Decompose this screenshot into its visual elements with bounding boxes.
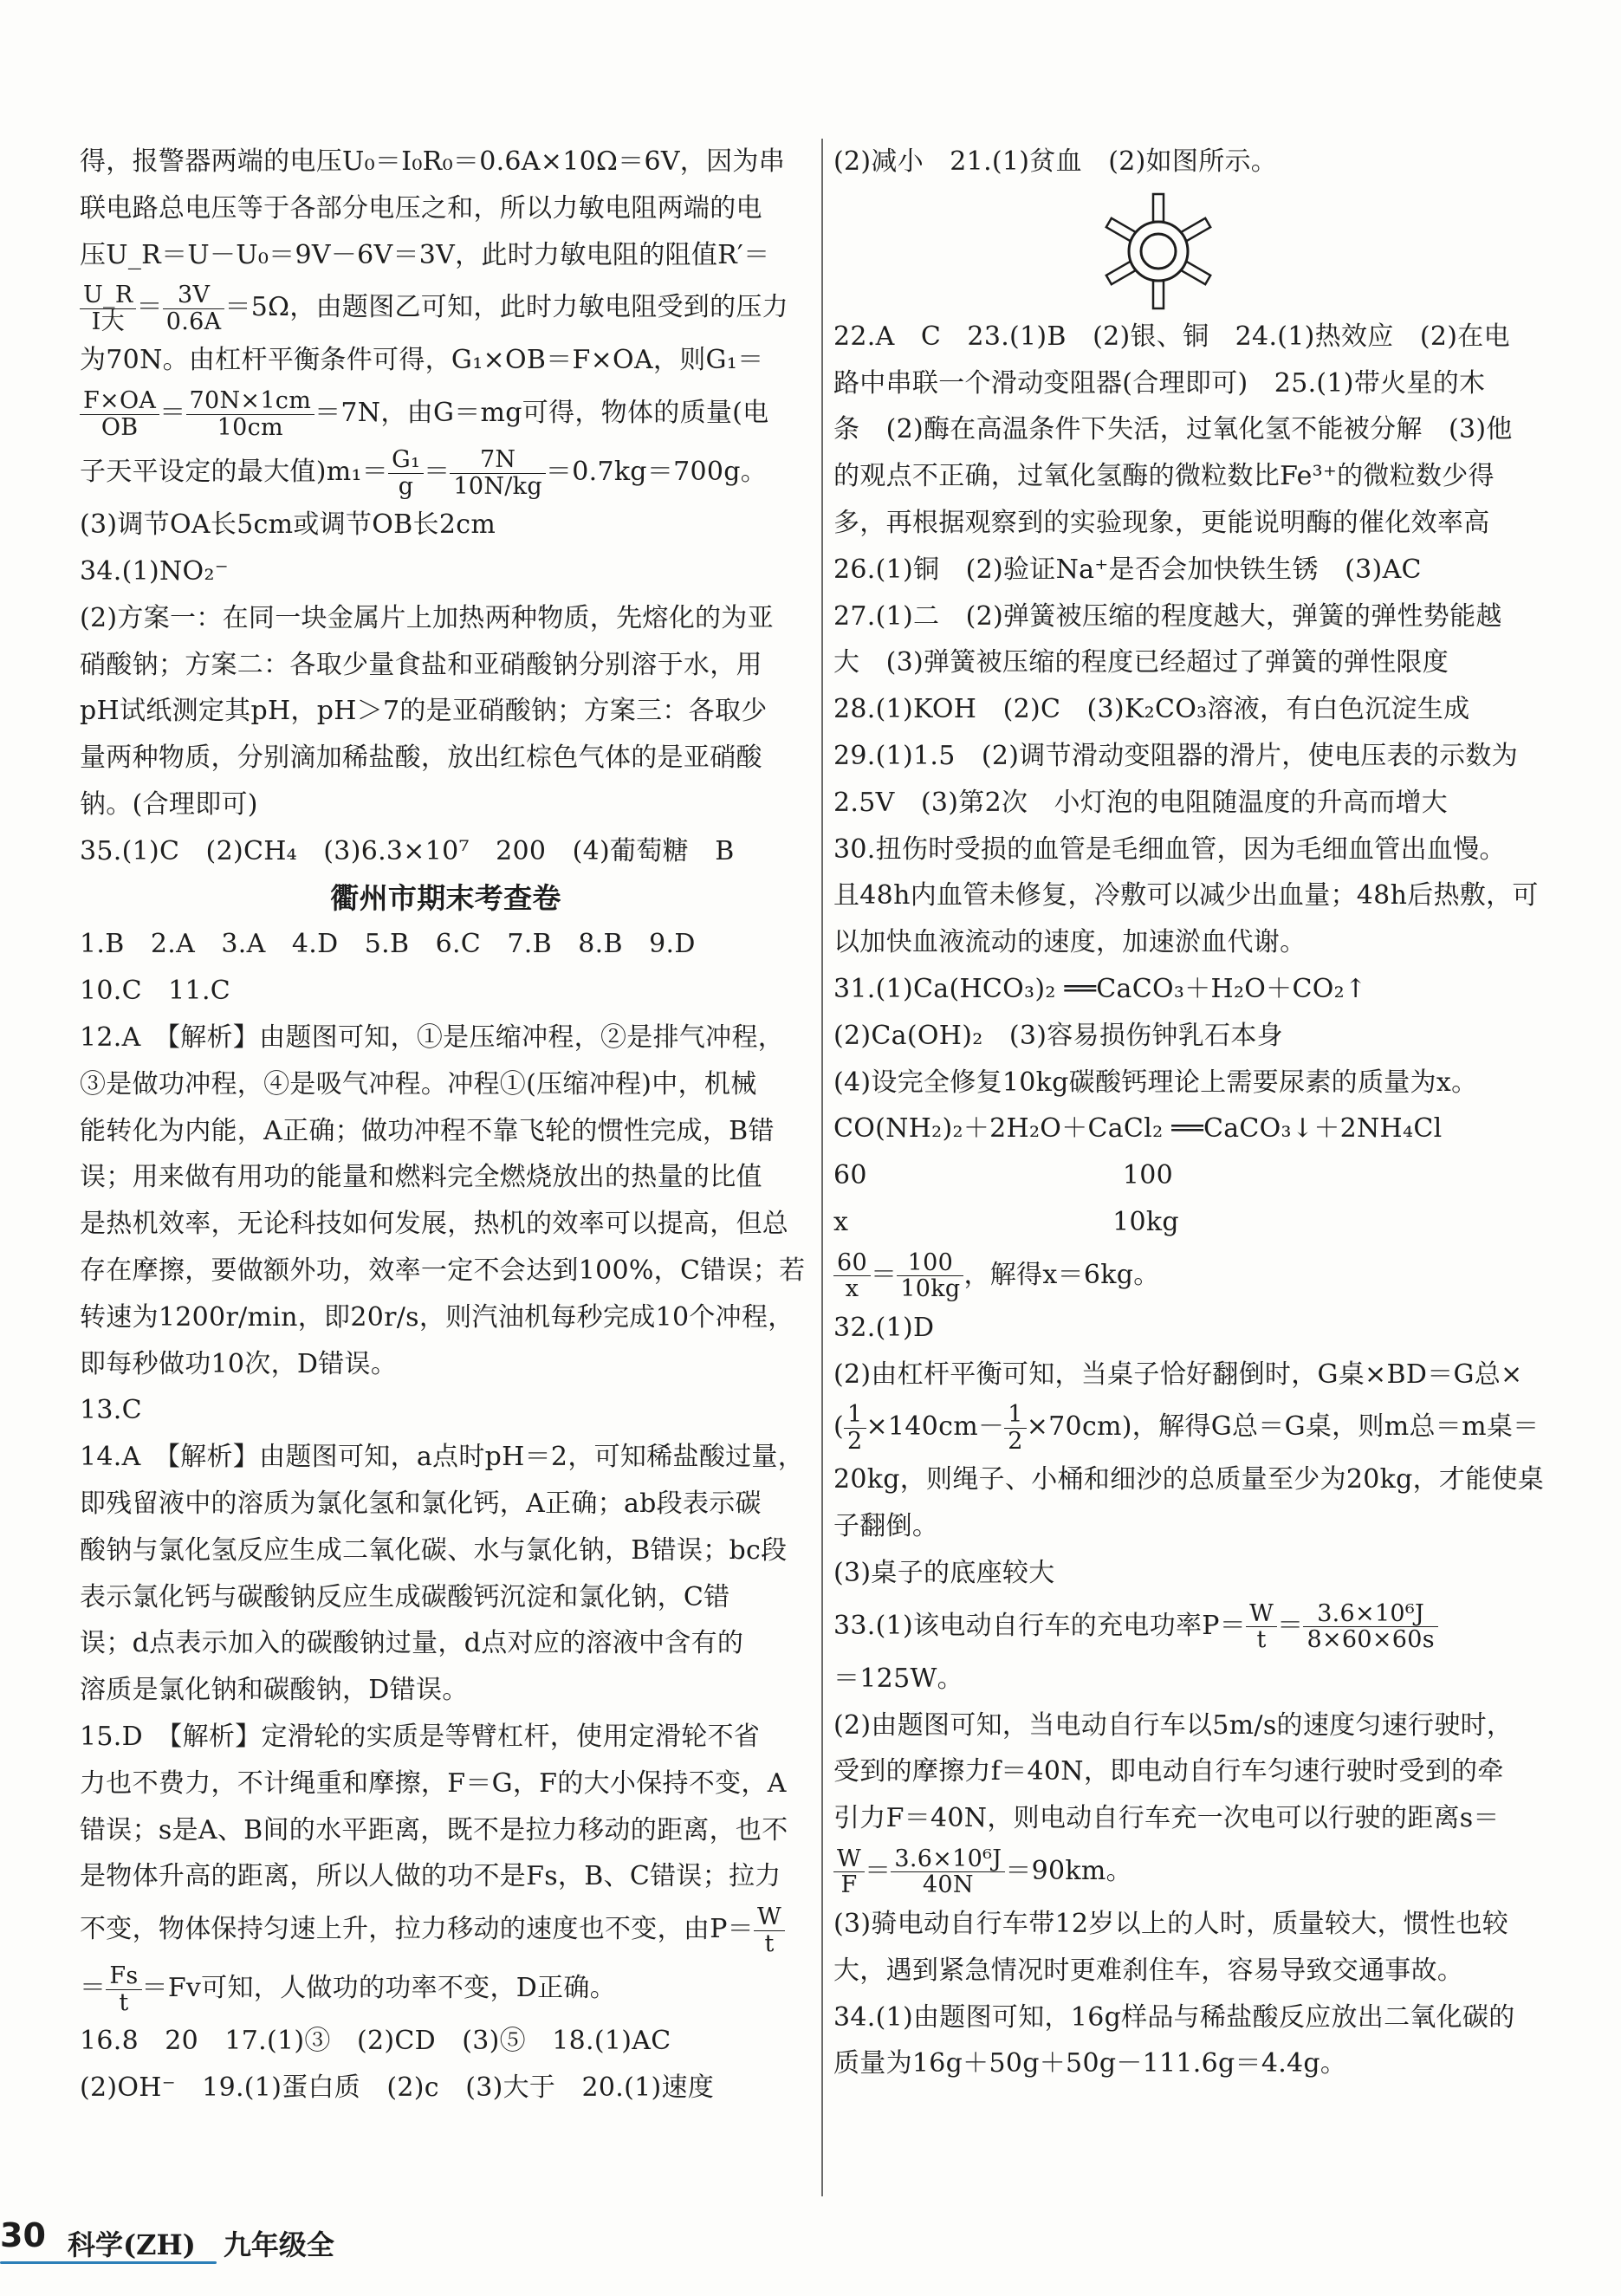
- text-line: 13.C: [80, 1395, 142, 1426]
- formula-line: [80, 1900, 812, 1959]
- formula-text: ×70cm)，解得G总＝G桌，则m总＝m桌＝: [1026, 1411, 1540, 1443]
- fraction-numerator: W: [754, 1904, 785, 1931]
- text-line: 1.B 2.A 3.A 4.D 5.B 6.C 7.B 8.B 9.D: [80, 929, 696, 960]
- formula-text: ＝5Ω，由题图乙可知，此时力敏电阻受到的压力: [224, 292, 788, 323]
- fraction-denominator: F: [840, 1871, 858, 1899]
- text-line: x 10kg: [833, 1206, 1179, 1237]
- formula-text: ＝90km。: [1005, 1855, 1132, 1886]
- fraction-numerator: 7N: [450, 447, 546, 474]
- text-line: 且48h内血管未修复，冷敷可以减少出血量；48h后热敷，可: [833, 880, 1539, 911]
- text-line: 60 100: [833, 1160, 1174, 1191]
- text-line: 误；d点表示加入的碳酸钠过量，d点对应的溶液中含有的: [80, 1628, 744, 1659]
- text-line: 大，遇到紧急情况时更难刹住车，容易导致交通事故。: [833, 1955, 1464, 1986]
- formula-line: [833, 1246, 1548, 1305]
- formula-text: ＝0.7kg＝700g。: [545, 457, 768, 488]
- fraction-denominator: t: [1256, 1626, 1267, 1654]
- text-line: (2)方案一：在同一块金属片上加热两种物质，先熔化的为亚: [80, 602, 774, 633]
- text-line: 能转化为内能，A正确；做功冲程不靠飞轮的惯性完成，B错: [80, 1115, 775, 1146]
- page-number: 30: [0, 2216, 46, 2254]
- left-column: [80, 139, 812, 2111]
- formula-text: ＝7N，由G＝mg可得，物体的质量(电: [314, 398, 769, 429]
- text-line: 多，再根据观察到的实验现象，更能说明酶的催化效率高: [833, 507, 1490, 538]
- text-line: 存在摩擦，要做额外功，效率一定不会达到100%，C错误；若: [80, 1255, 806, 1286]
- fraction: [388, 447, 424, 499]
- text-line: ＝125W。: [833, 1663, 963, 1694]
- diagram-spoke: [1153, 281, 1164, 308]
- formula-text: ×140cm－: [866, 1411, 1005, 1443]
- text-line: 大 (3)弹簧被压缩的程度已经超过了弹簧的弹性限度: [833, 647, 1449, 678]
- answer-diagram-icon: [1093, 191, 1223, 312]
- text-line: 子翻倒。: [833, 1511, 939, 1542]
- formula-text: ，解得x＝6kg。: [963, 1259, 1160, 1290]
- fraction: [1303, 1601, 1437, 1653]
- text-line: 引力F＝40N，则电动自行车充一次电可以行驶的距离s＝: [833, 1803, 1500, 1834]
- fraction: [106, 1963, 141, 2015]
- fraction: [1004, 1402, 1026, 1454]
- fraction: [450, 447, 546, 499]
- text-line: CO(NH₂)₂＋2H₂O＋CaCl₂ ══CaCO₃↓＋2NH₄Cl: [833, 1113, 1443, 1145]
- text-line: 钠。(合理即可): [80, 788, 258, 820]
- fraction-denominator: 10kg: [900, 1275, 961, 1303]
- fraction: [833, 1250, 871, 1302]
- text-line: ③是做功冲程，④是吸气冲程。冲程①(压缩冲程)中，机械: [80, 1068, 757, 1099]
- formula-text: ＝: [424, 457, 451, 488]
- fraction: [891, 1846, 1005, 1898]
- fraction: [80, 388, 159, 440]
- text-line: 受到的摩擦力f＝40N，即电动自行车匀速行驶时受到的牵: [833, 1756, 1504, 1787]
- text-line: 15.D 【解析】定滑轮的实质是等臂杠杆，使用定滑轮不省: [80, 1721, 761, 1752]
- text-line: 条 (2)酶在高温条件下失活，过氧化氢不能被分解 (3)他: [833, 414, 1513, 445]
- fraction: [1246, 1601, 1277, 1653]
- fraction-numerator: 1: [844, 1402, 866, 1429]
- formula-text: 子天平设定的最大值)m₁＝: [80, 457, 389, 488]
- fraction-numerator: 1: [1004, 1402, 1026, 1429]
- formula-text: ＝: [865, 1855, 892, 1886]
- text-line: 即每秒做功10次，D错误。: [80, 1348, 398, 1379]
- fraction-denominator: 8×60×60s: [1307, 1626, 1435, 1654]
- fraction-denominator: 10cm: [217, 413, 283, 441]
- fraction: [80, 282, 136, 334]
- text-line: 得，报警器两端的电压U₀＝I₀R₀＝0.6A×10Ω＝6V，因为串: [80, 146, 786, 177]
- text-line: 35.(1)C (2)CH₄ (3)6.3×10⁷ 200 (4)葡萄糖 B: [80, 835, 735, 866]
- fraction-denominator: t: [764, 1930, 775, 1957]
- text-line: 为70N。由杠杆平衡条件可得，G₁×OB＝F×OA，则G₁＝: [80, 345, 764, 376]
- formula-text: ＝: [80, 1973, 107, 2004]
- text-line: 32.(1)D: [833, 1312, 935, 1343]
- text-line: 的观点不正确，过氧化氢酶的微粒数比Fe³⁺的微粒数少得: [833, 461, 1495, 492]
- text-line: 表示氯化钙与碳酸钠反应生成碳酸钙沉淀和氯化钠，C错: [80, 1581, 730, 1612]
- formula-text: 不变，物体保持匀速上升，拉力移动的速度也不变，由P＝: [80, 1914, 754, 1945]
- fraction-numerator: 70N×1cm: [186, 388, 315, 415]
- text-line: 16.8 20 17.(1)③ (2)CD (3)⑤ 18.(1)AC: [80, 2026, 671, 2057]
- formula-text: ＝: [136, 292, 163, 323]
- text-line: 22.A C 23.(1)B (2)银、铜 24.(1)热效应 (2)在电: [833, 321, 1510, 352]
- formula-line: [80, 1959, 812, 2018]
- text-line: 联电路总电压等于各部分电压之和，所以力敏电阻两端的电: [80, 192, 762, 224]
- fraction-numerator: Fs: [106, 1963, 141, 1990]
- fraction-denominator: 0.6A: [165, 308, 222, 335]
- text-line: 误；用来做有用功的能量和燃料完全燃烧放出的热量的比值: [80, 1162, 762, 1193]
- text-line: 即残留液中的溶质为氯化氢和氯化钙，A正确；ab段表示碳: [80, 1488, 762, 1519]
- fraction-numerator: 3V: [163, 282, 225, 309]
- fraction: [754, 1904, 785, 1956]
- text-line: (3)调节OA长5cm或调节OB长2cm: [80, 509, 496, 541]
- formula-text: (: [833, 1411, 845, 1443]
- diagram-ring: [1141, 234, 1176, 269]
- formula-line: [80, 443, 812, 502]
- text-line: 10.C 11.C: [80, 976, 231, 1007]
- fraction-denominator: I大: [91, 308, 125, 335]
- formula-line: [80, 278, 812, 337]
- text-line: 27.(1)二 (2)弹簧被压缩的程度越大，弹簧的弹性势能越: [833, 600, 1502, 632]
- text-line: 溶质是氯化钠和碳酸钠，D错误。: [80, 1675, 469, 1706]
- formula-line: [833, 1398, 1548, 1456]
- fraction: [833, 1846, 865, 1898]
- section-heading: 衢州市期末考查卷: [330, 880, 561, 915]
- text-line: 30.扭伤时受损的血管是毛细血管，因为毛细血管出血慢。: [833, 833, 1506, 865]
- text-line: 29.(1)1.5 (2)调节滑动变阻器的滑片，使电压表的示数为: [833, 740, 1519, 771]
- text-line: 是物体升高的距离，所以人做的功不是Fs，B、C错误；拉力: [80, 1861, 781, 1892]
- formula-line: [80, 384, 812, 443]
- fraction-denominator: 2: [847, 1427, 863, 1455]
- formula-text: ＝: [159, 398, 186, 429]
- text-line: 错误；s是A、B间的水平距离，既不是拉力移动的距离，也不: [80, 1814, 788, 1845]
- text-line: 力也不费力，不计绳重和摩擦，F＝G，F的大小保持不变，A: [80, 1767, 787, 1799]
- book-title: 科学(ZH) 九年级全: [68, 2228, 334, 2261]
- fraction-numerator: W: [833, 1846, 865, 1873]
- column-divider: [821, 139, 823, 2196]
- text-line: 20kg，则绳子、小桶和细沙的总质量至少为20kg，才能使桌: [833, 1464, 1545, 1495]
- fraction-numerator: 3.6×10⁶J: [891, 1846, 1005, 1873]
- text-line: (2)由题图可知，当电动自行车以5m/s的速度匀速行驶时，: [833, 1709, 1514, 1741]
- text-line: (4)设完全修复10kg碳酸钙理论上需要尿素的质量为x。: [833, 1067, 1478, 1098]
- text-line: 14.A 【解析】由题图可知，a点时pH＝2，可知稀盐酸过量，: [80, 1442, 805, 1473]
- formula-line: [833, 1842, 1548, 1901]
- text-line: 以加快血液流动的速度，加速淤血代谢。: [833, 927, 1307, 958]
- text-line: 34.(1)NO₂⁻: [80, 555, 229, 587]
- fraction-denominator: g: [398, 472, 414, 500]
- fraction-denominator: OB: [101, 413, 139, 441]
- fraction-numerator: W: [1246, 1601, 1277, 1628]
- fraction: [844, 1402, 866, 1454]
- text-line: 34.(1)由题图可知，16g样品与稀盐酸反应放出二氧化碳的: [833, 2001, 1515, 2033]
- right-column: [833, 139, 1548, 2087]
- fraction-numerator: F×OA: [80, 388, 159, 415]
- text-line: (2)由杠杆平衡可知，当桌子恰好翻倒时，G桌×BD＝G总×: [833, 1359, 1523, 1390]
- fraction-numerator: U_R: [80, 282, 136, 309]
- text-line: (2)Ca(OH)₂ (3)容易损伤钟乳石本身: [833, 1020, 1283, 1051]
- text-line: 量两种物质，分别滴加稀盐酸，放出红棕色气体的是亚硝酸: [80, 743, 762, 774]
- text-line: 硝酸钠；方案二：各取少量食盐和亚硝酸钠分别溶于水，用: [80, 649, 762, 680]
- text-line: (3)桌子的底座较大: [833, 1557, 1055, 1588]
- fraction-numerator: 100: [897, 1250, 963, 1277]
- fraction-denominator: 40N: [922, 1871, 974, 1899]
- formula-text: ＝Fv可知，人做功的功率不变，D正确。: [141, 1973, 617, 2004]
- fraction-denominator: t: [119, 1988, 129, 2016]
- footer-accent-line: [0, 2261, 217, 2264]
- text-line: 压U_R＝U－U₀＝9V－6V＝3V，此时力敏电阻的阻值R′＝: [80, 239, 770, 270]
- formula-text: 33.(1)该电动自行车的充电功率P＝: [833, 1610, 1247, 1641]
- fraction-denominator: 10N/kg: [453, 472, 542, 500]
- text-line: 酸钠与氯化氢反应生成二氧化碳、水与氯化钠，B错误；bc段: [80, 1534, 788, 1566]
- text-line: 2.5V (3)第2次 小灯泡的电阻随温度的升高而增大: [833, 787, 1449, 818]
- text-line: 转速为1200r/min，即20r/s，则汽油机每秒完成10个冲程，: [80, 1301, 794, 1333]
- fraction-numerator: 60: [833, 1250, 871, 1277]
- page-footer: [0, 2211, 433, 2280]
- text-line: (2)减小 21.(1)贫血 (2)如图所示。: [833, 146, 1278, 177]
- text-line: 26.(1)铜 (2)验证Na⁺是否会加快铁生锈 (3)AC: [833, 554, 1422, 585]
- formula-text: ＝: [870, 1259, 898, 1290]
- text-line: pH试纸测定其pH，pH＞7的是亚硝酸钠；方案三：各取少: [80, 696, 768, 727]
- fraction-numerator: G₁: [388, 447, 424, 474]
- text-line: 质量为16g＋50g＋50g－111.6g＝4.4g。: [833, 2048, 1347, 2079]
- fraction: [186, 388, 315, 440]
- fraction-numerator: 3.6×10⁶J: [1303, 1601, 1437, 1628]
- fraction: [163, 282, 225, 334]
- text-line: 31.(1)Ca(HCO₃)₂ ══CaCO₃＋H₂O＋CO₂↑: [833, 973, 1367, 1004]
- fraction: [897, 1250, 963, 1302]
- formula-line: [833, 1597, 1548, 1656]
- text-line: (3)骑电动自行车带12岁以上的人时，质量较大，惯性也较: [833, 1908, 1509, 1939]
- text-line: (2)OH⁻ 19.(1)蛋白质 (2)c (3)大于 20.(1)速度: [80, 2072, 715, 2103]
- text-line: 路中串联一个滑动变阻器(合理即可) 25.(1)带火星的木: [833, 367, 1486, 399]
- fraction-denominator: x: [845, 1275, 859, 1303]
- fraction-denominator: 2: [1008, 1427, 1023, 1455]
- formula-text: ＝: [1277, 1610, 1304, 1641]
- text-line: 28.(1)KOH (2)C (3)K₂CO₃溶液，有白色沉淀生成: [833, 694, 1470, 725]
- diagram-spoke: [1153, 194, 1164, 222]
- text-line: 是热机效率，无论科技如何发展，热机的效率可以提高，但总: [80, 1209, 789, 1240]
- text-line: 12.A 【解析】由题图可知，①是压缩冲程，②是排气冲程，: [80, 1022, 785, 1053]
- molecule-diagram: [833, 185, 1548, 314]
